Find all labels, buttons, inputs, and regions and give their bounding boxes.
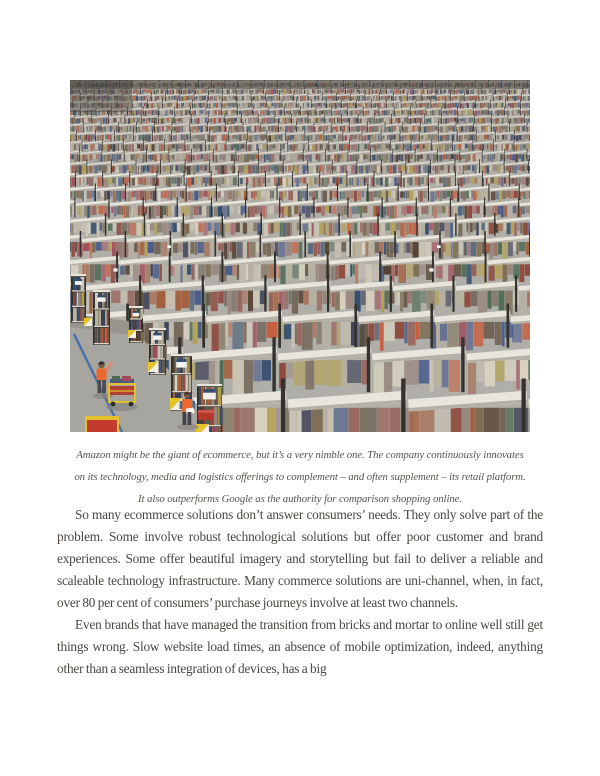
photo-caption: Amazon might be the giant of ecommerce, but it’s a very nimble one. The company continuously innovates on its technology, media and logistics offerings to complement – and often supplement – its retail platform. It also outperforms Google as the authority for comparison shopping online. (74, 449, 526, 505)
warehouse-photo (70, 80, 530, 432)
warehouse-figure (70, 80, 530, 510)
body-text (57, 504, 543, 680)
body-paragraph-1: So many ecommerce solutions don’t answer consumers’ needs. They only solve part of the problem. Some involve robust technological solutions but offer poor customer and brand experiences. Some offer beautiful imagery and storytelling but fail to deliver a reliable and scaleable technology infrastructure. Many commerce solutions are uni-channel, when, in fact, over 80 per cent of consumers’ purchase journeys involve at least two channels. (57, 507, 543, 610)
body-paragraph-2: Even brands that have managed the transition from bricks and mortar to online well still get things wrong. Slow website load times, an absence of mobile optimization, indeed, anything other than a seamless integration of devices, has a big (57, 617, 543, 676)
